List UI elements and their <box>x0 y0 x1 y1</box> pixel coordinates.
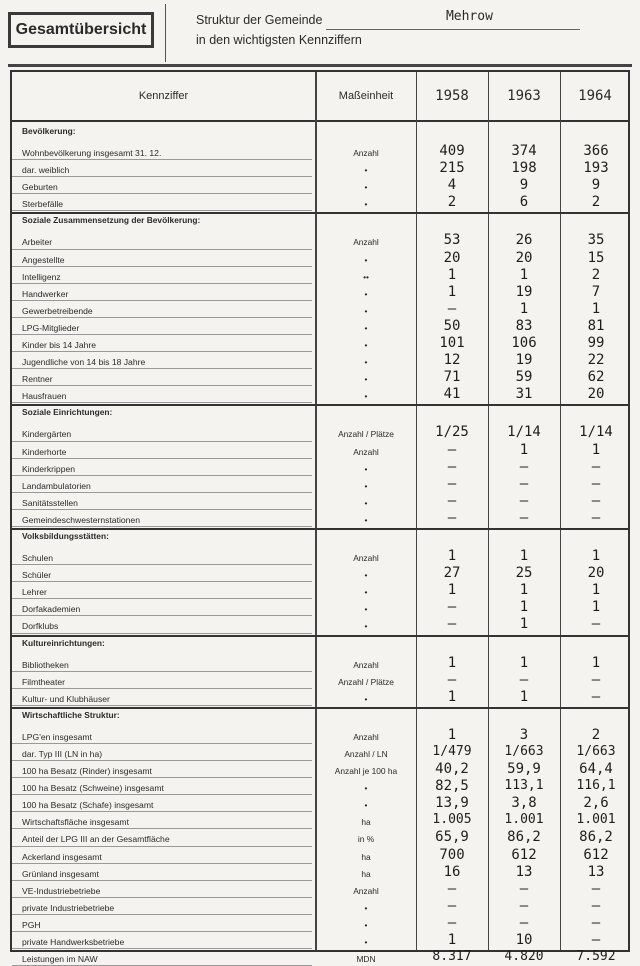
row-label: private Industriebetriebe <box>22 902 115 913</box>
table-row <box>12 847 628 864</box>
col-einheit <box>317 72 415 120</box>
section-divider <box>12 528 628 530</box>
row-value: – <box>447 458 457 475</box>
row-value: – <box>519 458 529 475</box>
table-row <box>12 565 628 582</box>
table-row <box>12 915 628 932</box>
table-row <box>12 284 628 301</box>
row-value: 2 <box>447 194 457 211</box>
table-row <box>12 795 628 812</box>
row-value: 4 <box>447 177 457 194</box>
table-header <box>12 72 628 122</box>
row-value: 1 <box>519 441 529 458</box>
row-label: Intelligenz <box>22 271 61 282</box>
header-divider <box>165 4 166 62</box>
table-row <box>12 459 628 476</box>
row-value: 26 <box>515 232 533 249</box>
row-label: private Handwerksbetriebe <box>22 937 125 947</box>
row-label: Sterbefälle <box>22 199 64 210</box>
row-value: 81 <box>587 317 605 334</box>
row-value: 1/663 <box>504 743 544 759</box>
row-label: Geburten <box>22 182 58 193</box>
row-unit: • <box>364 357 368 368</box>
col-einheit-label: Maßeinheit <box>338 90 394 102</box>
table-row <box>12 510 628 527</box>
row-value: 1 <box>519 548 529 564</box>
table-row <box>12 689 628 706</box>
row-value: – <box>591 897 601 914</box>
row-value: 83 <box>515 317 533 334</box>
row-value: 1 <box>591 582 601 599</box>
row-value: 1/25 <box>435 424 469 441</box>
row-value: – <box>591 880 601 897</box>
row-value: 35 <box>587 232 605 249</box>
row-value: – <box>519 475 529 492</box>
row-label: Dorfakademien <box>22 604 81 615</box>
row-value: 1 <box>519 582 529 599</box>
row-value: 9 <box>591 177 601 194</box>
row-value: 86,2 <box>579 829 613 846</box>
section-divider <box>12 635 628 637</box>
row-divider <box>12 705 312 706</box>
row-label: 100 ha Besatz (Schweine) insgesamt <box>22 783 164 794</box>
row-value: – <box>519 897 529 914</box>
row-value: 1 <box>591 654 601 671</box>
table-row <box>12 369 628 386</box>
row-value: – <box>447 897 457 914</box>
row-unit: • <box>364 322 368 333</box>
row-unit: • <box>364 919 368 930</box>
row-value: 7.592 <box>576 949 616 965</box>
table-row <box>12 898 628 915</box>
row-value: – <box>519 671 529 688</box>
row-value: 13 <box>587 863 605 880</box>
row-label: Filmtheater <box>22 676 65 687</box>
row-value: – <box>447 914 457 931</box>
row-value: 2 <box>591 194 601 211</box>
row-label: dar. Typ III (LN in ha) <box>22 748 103 759</box>
table-row <box>12 829 628 846</box>
row-value: 374 <box>511 143 537 159</box>
row-value: 1/663 <box>576 743 616 759</box>
row-value: 1 <box>519 688 529 705</box>
row-value: – <box>591 492 601 509</box>
row-label: Kultur- und Klubhäuser <box>22 693 110 704</box>
row-label: Handwerker <box>22 288 69 299</box>
row-unit: • <box>364 463 368 474</box>
row-value: 19 <box>515 283 533 300</box>
section-title-text: Kultureinrichtungen: <box>22 637 105 648</box>
row-value: 106 <box>511 335 537 351</box>
row-label: Jugendliche von 14 bis 18 Jahre <box>22 357 146 368</box>
row-value: 40,2 <box>435 761 469 777</box>
row-value: 2 <box>591 266 601 283</box>
row-unit: MDN <box>356 954 376 965</box>
row-value: 25 <box>515 565 533 582</box>
row-value: 1 <box>519 599 529 616</box>
row-value: 1.001 <box>504 812 544 828</box>
table-row <box>12 250 628 267</box>
section-title-text: Soziale Zusammensetzung der Bevölkerung: <box>22 215 201 226</box>
row-value: – <box>591 914 601 931</box>
row-value: – <box>591 458 601 475</box>
row-value: 10 <box>515 932 533 948</box>
table-row <box>12 232 628 249</box>
row-value: – <box>447 492 457 509</box>
table-row <box>12 761 628 778</box>
table-row <box>12 267 628 284</box>
row-unit: • <box>364 621 368 632</box>
table-row <box>12 932 628 949</box>
table-row <box>12 744 628 761</box>
row-value: 16 <box>443 863 461 880</box>
badge-text: Gesamtübersicht <box>15 21 147 38</box>
col-year-2 <box>489 72 559 120</box>
table-row <box>12 582 628 599</box>
row-unit: Anzahl / LN <box>344 748 388 759</box>
row-value: 1.001 <box>576 812 616 828</box>
row-unit: Anzahl <box>353 446 379 457</box>
row-label: Grünland insgesamt <box>22 868 99 879</box>
row-value: 1 <box>519 266 529 283</box>
row-label: Lehrer <box>22 587 47 598</box>
row-label: Bibliotheken <box>22 659 69 670</box>
header-line-1-text: Struktur der Gemeinde <box>196 13 323 27</box>
col-year-3 <box>561 72 629 120</box>
row-label: Angestellte <box>22 254 65 265</box>
section-title-text: Bevölkerung: <box>22 126 76 136</box>
section-title <box>12 407 628 424</box>
row-divider <box>12 526 312 527</box>
row-label: 100 ha Besatz (Rinder) insgesamt <box>22 766 152 776</box>
row-value: – <box>519 914 529 931</box>
row-value: 1 <box>447 548 457 564</box>
row-unit: • <box>364 783 368 794</box>
row-unit: Anzahl / Plätze <box>338 676 394 687</box>
row-unit: • <box>364 165 368 176</box>
row-value: 4.820 <box>504 949 544 965</box>
row-value: 9 <box>519 177 529 194</box>
row-unit: • <box>364 497 368 508</box>
row-divider <box>12 633 312 634</box>
table-row <box>12 386 628 403</box>
col-year-1 <box>417 72 487 120</box>
table-row <box>12 655 628 672</box>
row-value: – <box>447 599 457 616</box>
gemeinde-name: Mehrow <box>445 9 493 24</box>
row-label: 100 ha Besatz (Schafe) insgesamt <box>22 800 154 811</box>
row-label: Kinder bis 14 Jahre <box>22 340 97 350</box>
section-title <box>12 531 628 548</box>
row-label: VE-Industriebetriebe <box>22 885 101 896</box>
row-value: 409 <box>439 143 465 159</box>
row-value: 6 <box>519 194 529 211</box>
row-value: 1/14 <box>507 424 541 441</box>
row-value: 366 <box>583 143 609 159</box>
row-unit: Anzahl <box>353 148 379 158</box>
row-unit: • <box>364 288 368 299</box>
row-label: Kindergärten <box>22 429 72 440</box>
row-unit: • <box>364 800 368 811</box>
row-value: 53 <box>443 232 461 249</box>
col-year-2-label: 1963 <box>507 88 541 104</box>
table-row <box>12 335 628 352</box>
row-value: 193 <box>583 160 609 177</box>
col-kennziffer <box>12 72 315 120</box>
section-title <box>12 126 628 143</box>
row-unit: • <box>364 374 368 385</box>
row-value: 3 <box>519 726 529 743</box>
row-value: 1 <box>519 616 529 633</box>
row-unit: Anzahl <box>353 553 379 563</box>
row-label: Wirtschaftsfläche insgesamt <box>22 817 129 828</box>
row-value: 15 <box>587 249 605 266</box>
gemeinde-field <box>326 9 580 30</box>
row-value: – <box>447 880 457 897</box>
table-row <box>12 160 628 177</box>
col-kennziffer-label: Kennziffer <box>138 90 189 102</box>
section-title-text: Volksbildungsstätten: <box>22 531 109 541</box>
row-value: – <box>591 671 601 688</box>
row-unit: • <box>364 587 368 598</box>
row-value: 86,2 <box>507 829 541 846</box>
row-label: Schüler <box>22 570 52 581</box>
row-value: – <box>519 509 529 526</box>
row-value: 1 <box>447 266 457 283</box>
row-value: 62 <box>587 369 605 386</box>
row-value: 1 <box>447 582 457 599</box>
row-label: Wohnbevölkerung insgesamt 31. 12. <box>22 148 162 158</box>
row-value: 50 <box>443 317 461 334</box>
row-value: 13,9 <box>435 795 469 812</box>
row-value: – <box>447 616 457 633</box>
form-header <box>196 10 580 50</box>
row-value: 2 <box>591 726 601 743</box>
col-year-1-label: 1958 <box>435 88 469 104</box>
row-unit: • <box>364 570 368 581</box>
row-label: LPG'en insgesamt <box>22 731 92 742</box>
row-label: Kinderhorte <box>22 446 67 457</box>
row-value: 8.317 <box>432 949 472 965</box>
row-label: Arbeiter <box>22 237 53 248</box>
section-divider <box>12 212 628 214</box>
row-value: 1 <box>447 726 457 743</box>
row-value: 1 <box>519 654 529 671</box>
row-value: 1 <box>447 283 457 300</box>
table-row <box>12 493 628 510</box>
table-row <box>12 949 628 966</box>
table-row <box>12 177 628 194</box>
row-unit: • <box>364 182 368 193</box>
row-value: 116,1 <box>576 778 616 794</box>
row-label: Ackerland insgesamt <box>22 851 102 862</box>
row-unit: ha <box>361 868 371 879</box>
row-value: 13 <box>515 863 533 880</box>
table-row <box>12 442 628 459</box>
row-value: 64,4 <box>579 761 613 777</box>
row-unit: Anzahl je 100 ha <box>334 766 398 776</box>
row-value: 82,5 <box>435 778 469 795</box>
row-label: Sanitätsstellen <box>22 497 78 508</box>
row-value: – <box>519 492 529 509</box>
row-value: 27 <box>443 565 461 582</box>
table-row <box>12 727 628 744</box>
table-row <box>12 881 628 898</box>
table-row <box>12 864 628 881</box>
row-value: 612 <box>583 846 609 863</box>
row-label: Dorfklubs <box>22 621 59 632</box>
table-row <box>12 318 628 335</box>
row-value: – <box>591 475 601 492</box>
row-value: 59,9 <box>507 761 541 777</box>
section-divider <box>12 404 628 406</box>
row-unit: Anzahl <box>353 237 379 248</box>
table-row <box>12 301 628 318</box>
row-value: 1 <box>447 932 457 948</box>
row-unit: • <box>364 340 368 350</box>
section-title <box>12 710 628 727</box>
row-unit: • <box>364 604 368 615</box>
row-value: – <box>447 300 457 317</box>
row-unit: Anzahl <box>353 659 379 670</box>
header-rule <box>8 64 632 67</box>
table-row <box>12 548 628 565</box>
table-row <box>12 424 628 441</box>
table-row <box>12 143 628 160</box>
row-value: 20 <box>587 386 605 403</box>
row-value: 59 <box>515 369 533 386</box>
row-value: – <box>447 671 457 688</box>
row-value: 99 <box>587 335 605 351</box>
row-unit: • <box>364 391 368 402</box>
row-value: 12 <box>443 352 461 369</box>
overview-badge <box>8 12 154 48</box>
row-value: 215 <box>439 160 465 177</box>
row-value: 1 <box>591 548 601 564</box>
section-title-text: Wirtschaftliche Struktur: <box>22 709 120 720</box>
row-label: LPG-Mitglieder <box>22 322 80 333</box>
row-label: Leistungen im NAW <box>22 954 98 965</box>
row-unit: • <box>364 937 368 947</box>
row-value: 20 <box>587 565 605 582</box>
row-divider <box>12 402 312 403</box>
row-label: Landambulatorien <box>22 480 91 491</box>
row-unit: • <box>364 199 368 210</box>
row-label: Anteil der LPG III an der Gesamtfläche <box>22 834 170 845</box>
row-unit: • <box>364 902 368 913</box>
row-value: 41 <box>443 386 461 403</box>
section-divider <box>12 707 628 709</box>
table-row <box>12 599 628 616</box>
row-label: Schulen <box>22 553 54 563</box>
row-value: – <box>591 688 601 705</box>
row-value: – <box>447 509 457 526</box>
row-unit: ha <box>361 851 371 862</box>
row-value: 31 <box>515 386 533 403</box>
table-row <box>12 672 628 689</box>
row-label: Hausfrauen <box>22 391 67 402</box>
row-value: 20 <box>515 249 533 266</box>
row-value: – <box>591 932 601 948</box>
row-value: 1.005 <box>432 812 472 828</box>
row-unit: • <box>364 254 368 265</box>
row-unit: • <box>364 514 368 525</box>
row-unit: • <box>364 305 368 316</box>
table-row <box>12 194 628 211</box>
row-value: 1 <box>447 688 457 705</box>
row-label: Gewerbetreibende <box>22 305 93 316</box>
table-row <box>12 352 628 369</box>
row-value: 19 <box>515 352 533 369</box>
row-value: 1/14 <box>579 424 613 441</box>
row-value: 612 <box>511 846 537 863</box>
row-value: 113,1 <box>504 778 544 794</box>
row-value: 2,6 <box>583 795 609 812</box>
row-value: 1 <box>591 599 601 616</box>
row-unit: • <box>364 480 368 491</box>
row-value: 3,8 <box>511 795 537 812</box>
row-value: 198 <box>511 160 537 177</box>
row-value: 1/479 <box>432 743 472 759</box>
row-value: 65,9 <box>435 829 469 846</box>
section-title-text: Soziale Einrichtungen: <box>22 407 113 418</box>
row-value: 1 <box>519 300 529 317</box>
row-value: 7 <box>591 283 601 300</box>
row-label: Rentner <box>22 374 53 385</box>
row-value: 1 <box>447 654 457 671</box>
table-row <box>12 616 628 633</box>
row-value: 1 <box>591 441 601 458</box>
col-year-3-label: 1964 <box>578 88 612 104</box>
table-row <box>12 778 628 795</box>
row-unit: Anzahl / Plätze <box>338 429 394 440</box>
data-table <box>10 70 630 965</box>
row-value: – <box>591 616 601 633</box>
row-unit: Anzahl <box>353 885 379 896</box>
row-divider <box>12 210 312 211</box>
row-value: 22 <box>587 352 605 369</box>
row-value: – <box>447 441 457 458</box>
row-value: 1 <box>591 300 601 317</box>
header-line-2: in den wichtigsten Kennziffern <box>196 33 362 47</box>
row-unit: • <box>364 693 368 704</box>
row-unit: ha <box>361 817 371 828</box>
section-title <box>12 215 628 232</box>
table-row <box>12 476 628 493</box>
row-value: – <box>519 880 529 897</box>
row-value: 71 <box>443 369 461 386</box>
row-value: – <box>447 475 457 492</box>
row-unit: •• <box>363 271 369 282</box>
row-label: dar. weiblich <box>22 165 70 176</box>
header-line-1 <box>196 10 580 30</box>
table-row <box>12 812 628 829</box>
section-title <box>12 638 628 655</box>
row-value: 700 <box>439 846 465 863</box>
row-label: Kinderkrippen <box>22 463 76 474</box>
row-label: Gemeindeschwesternstationen <box>22 514 140 525</box>
row-value: 101 <box>439 335 465 351</box>
row-unit: in % <box>357 834 375 845</box>
table-body <box>12 122 628 965</box>
row-label: PGH <box>22 919 41 930</box>
row-unit: Anzahl <box>353 731 379 742</box>
row-value: 20 <box>443 249 461 266</box>
row-value: – <box>591 509 601 526</box>
